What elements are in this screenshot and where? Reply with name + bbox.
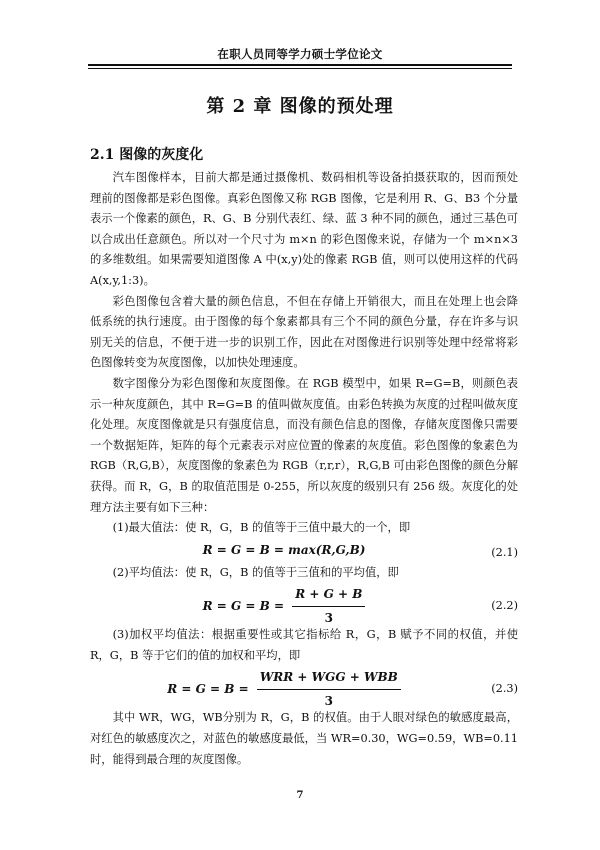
section-title: 2.1 图像的灰度化 [90, 147, 204, 163]
body-text [90, 168, 518, 770]
method-3-text: (3)加权平均值法：根据重要性或其它指标给 R，G，B 赋予不同的权值，并使 R，G，B 等于它们的值的加权和平均，即 [90, 628, 518, 662]
method-2-text: (2)平均值法：使 R，G，B 的值等于三值和的平均值，即 [112, 565, 399, 579]
equation-2-2-lhs: R = G = B = [202, 599, 285, 614]
equation-2-3-fraction [257, 667, 401, 711]
equation-2-3-denominator: 3 [324, 694, 333, 709]
header-rule-thin [88, 68, 512, 69]
equation-2-1-number: (2.1) [491, 545, 518, 559]
equation-2-2-denominator: 3 [324, 610, 333, 625]
equation-2-1-body: R = G = B = max(R,G,B) [202, 542, 366, 557]
running-header: 在职人员同等学力硕士学位论文 [217, 47, 383, 61]
equation-2-3-number: (2.3) [491, 682, 518, 696]
chapter-title: 第 2 章 图像的预处理 [206, 96, 394, 117]
equation-2-3-numerator: WRR + WGG + WBB [257, 667, 401, 690]
paragraph-3: 数字图像分为彩色图像和灰度图像。在 RGB 模型中，如果 R=G=B，则颜色表示一种灰度颜色，其中 R=G=B 的值叫做灰度值。由彩色转换为灰度的过程叫做灰度化处理。灰度图像就是只有强度信息，而没有颜色信息的图像，存储灰度图像只需要一个数据矩阵，矩阵的每个元素表示对应位置的像素的灰度值。彩色图像的象素色为 RGB（R,G,B），灰度图像的象素色为 RGB（r,r,r），R,G,B 可由彩色图像的颜色分解获得。而 R，G，B 的取值范围是 0-255，所以灰度的级别只有 256 级。灰度化的处理方法主要有如下三种： [90, 376, 518, 514]
equation-2-2-fraction [292, 584, 365, 628]
method-1-text: (1)最大值法：使 R，G，B 的值等于三值中最大的一个，即 [112, 521, 411, 535]
equation-2-3-lhs: R = G = B = [167, 682, 249, 697]
equation-2-2 [90, 584, 518, 624]
page-number: 7 [296, 790, 304, 801]
paragraph-2: 彩色图像包含着大量的颜色信息，不但在存储上开销很大，而且在处理上也会降低系统的执行速度。由于图像的每个象素都具有三个不同的颜色分量，存在许多与识别无关的信息，不便于进一步的识别工作，因此在对图像进行识别等处理中经常将彩色图像转变为灰度图像，以加快处理速度。 [90, 294, 518, 370]
closing-paragraph: 其中 WR，WG，WB分别为 R，G，B 的权值。由于人眼对绿色的敏感度最高，对红色的敏感度次之，对蓝色的敏感度最低，当 WR=0.30，WG=0.59，WB=0.11 时，能得到最合理的灰度图像。 [90, 711, 518, 766]
paragraph-1: 汽车图像样本，目前大都是通过摄像机、数码相机等设备拍摄获取的，因而预处理前的图像都是彩色图像。真彩色图像又称 RGB 图像，它是利用 R、G、B3 个分量表示一个像素的颜色，R、G、B 分别代表红、绿、蓝 3 种不同的颜色，通过三基色可以合成出任意颜色。所以对一个尺寸为 m×n 的彩色图像来说，存储为一个 m×n×3 的多维数组。如果需要知道图像 A 中(x,y)处的像素 RGB 值，则可以使用这样的代码 A(x,y,1:3)。 [90, 171, 518, 287]
equation-2-2-number: (2.2) [491, 599, 518, 613]
header-rule [88, 64, 512, 66]
equation-2-2-numerator: R + G + B [292, 584, 365, 607]
equation-2-1 [90, 540, 518, 562]
equation-2-3 [90, 667, 518, 707]
